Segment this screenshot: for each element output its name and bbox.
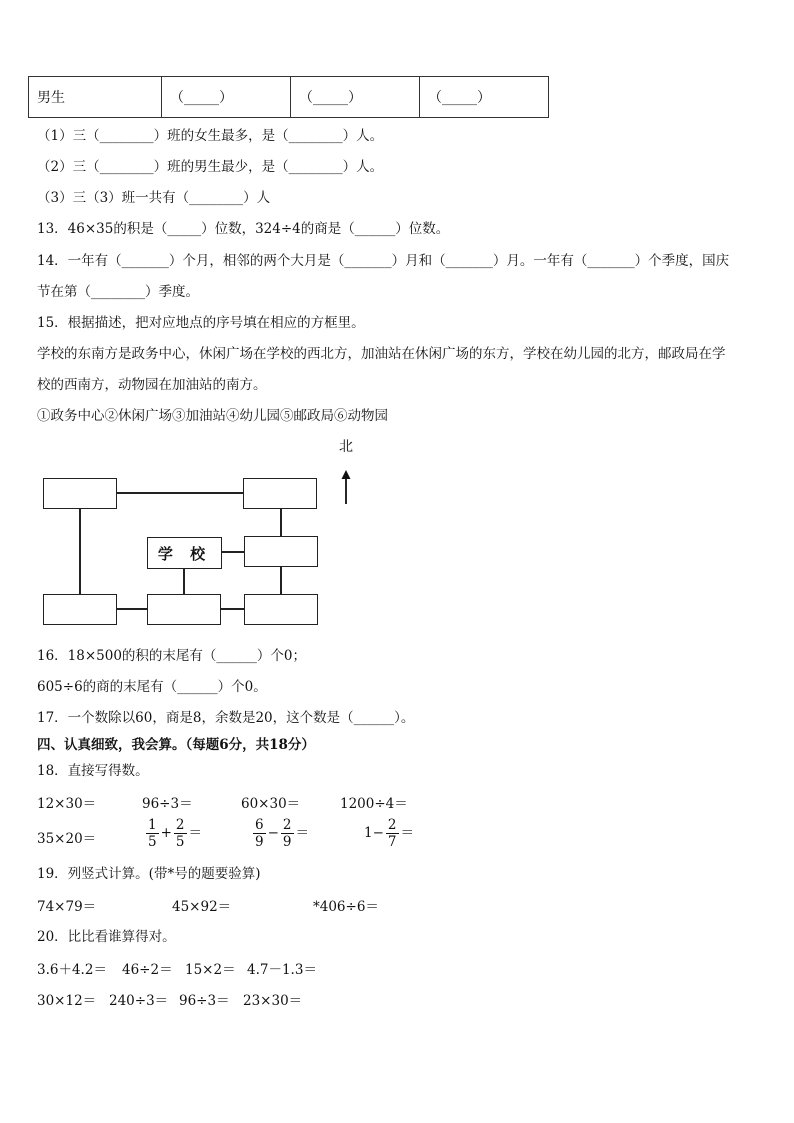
question-19-title: 19．列竖式计算。(带*号的题要验算) xyxy=(37,866,261,882)
answer-box-bottom-right[interactable] xyxy=(244,594,318,625)
calc-item: 4.7－1.3＝ xyxy=(247,962,317,978)
fraction: $\frac{6}{9}$ xyxy=(255,817,264,850)
connector-line xyxy=(79,508,81,594)
question-14-line1: 14．一年有（_______）个月，相邻的两个大月是（_______）月和（_______）月。一年有（_______）个季度，国庆 xyxy=(37,253,730,269)
calc-item: 1200÷4＝ xyxy=(340,796,408,812)
blank-cell[interactable]: （_____） xyxy=(162,77,291,118)
calc-item: 96÷3＝ xyxy=(142,796,193,812)
connector-line xyxy=(116,492,244,494)
calc-item: 45×92＝ xyxy=(172,899,232,915)
fraction: $\frac{2}{9}$ xyxy=(282,817,292,850)
question-14-line2: 节在第（________）季度。 xyxy=(37,284,199,300)
blank-cell[interactable]: （_____） xyxy=(420,77,549,118)
answer-box-bottom-left[interactable] xyxy=(43,594,117,625)
boys-table xyxy=(28,76,549,118)
connector-line xyxy=(280,508,282,537)
fraction-expression: $\frac{6}{9}$ − $\frac{2}{9}$ ＝ xyxy=(255,817,309,850)
question-15-desc-line2: 校的西南方，动物园在加油站的南方。 xyxy=(37,377,267,393)
question-20-title: 20．比比看谁算得对。 xyxy=(37,929,176,945)
connector-line xyxy=(221,551,245,553)
table-row-label: 男生 xyxy=(29,77,162,118)
answer-box-top-left[interactable] xyxy=(43,478,117,509)
question-15-desc-line1: 学校的东南方是政务中心，休闲广场在学校的西北方，加油站在休闲广场的东方，学校在幼儿园的北方，邮政局在学 xyxy=(37,346,726,362)
answer-box-top-right[interactable] xyxy=(243,478,317,509)
connector-line xyxy=(116,608,148,610)
question-15-options: ①政务中心②休闲广场③加油站④幼儿园⑤邮政局⑥动物园 xyxy=(37,408,388,424)
question-16-line2: 605÷6的商的末尾有（______）个0。 xyxy=(37,679,267,695)
connector-line xyxy=(219,608,245,610)
answer-box-middle-right[interactable] xyxy=(244,536,318,567)
q12-sub3: （3）三（3）班一共有（________）人 xyxy=(37,190,271,206)
question-13: 13．46×35的积是（_____）位数，324÷4的商是（______）位数。 xyxy=(37,221,450,237)
calc-item: 3.6＋4.2＝ xyxy=(37,962,107,978)
fraction: $\frac{1}{5}$ xyxy=(148,817,157,850)
school-box: 学 校 xyxy=(147,537,222,569)
table-row xyxy=(29,77,549,118)
question-16-line1: 16．18×500的积的末尾有（______）个0； xyxy=(37,648,307,664)
q12-sub1: （1）三（________）班的女生最多，是（________）人。 xyxy=(37,128,384,144)
blank-cell[interactable]: （_____） xyxy=(291,77,420,118)
question-18-title: 18．直接写得数。 xyxy=(37,763,149,779)
calc-item: 240÷3＝ xyxy=(109,993,169,1009)
calc-item: 46÷2＝ xyxy=(122,962,173,978)
calc-item: 15×2＝ xyxy=(185,962,236,978)
section-4-heading: 四、认真细致，我会算。（每题6分，共18分） xyxy=(37,737,315,753)
connector-line xyxy=(183,568,185,594)
calc-item: 60×30＝ xyxy=(241,796,301,812)
north-label: 北 xyxy=(339,439,353,455)
connector-line xyxy=(280,566,282,594)
question-17: 17．一个数除以60，商是8，余数是20，这个数是（______）。 xyxy=(37,710,415,726)
question-15-title: 15．根据描述，把对应地点的序号填在相应的方框里。 xyxy=(37,315,365,331)
calc-item: 35×20＝ xyxy=(37,831,97,847)
calc-item: 23×30＝ xyxy=(243,993,303,1009)
q12-sub2: （2）三（________）班的男生最少，是（________）人。 xyxy=(37,159,384,175)
calc-item: 74×79＝ xyxy=(37,899,97,915)
calc-item: 12×30＝ xyxy=(37,796,97,812)
calc-item: 96÷3＝ xyxy=(179,993,230,1009)
fraction-expression: $\frac{1}{5}$ + $\frac{2}{5}$ ＝ xyxy=(148,817,202,850)
fraction: $\frac{2}{5}$ xyxy=(175,817,185,850)
calc-item: *406÷6＝ xyxy=(313,899,379,915)
fraction: $\frac{2}{7}$ xyxy=(387,817,397,850)
calc-item: 30×12＝ xyxy=(37,993,97,1009)
fraction-expression: 1− $\frac{2}{7}$ ＝ xyxy=(364,817,414,850)
answer-box-bottom-middle[interactable] xyxy=(147,594,221,625)
north-arrow-icon xyxy=(338,470,354,506)
